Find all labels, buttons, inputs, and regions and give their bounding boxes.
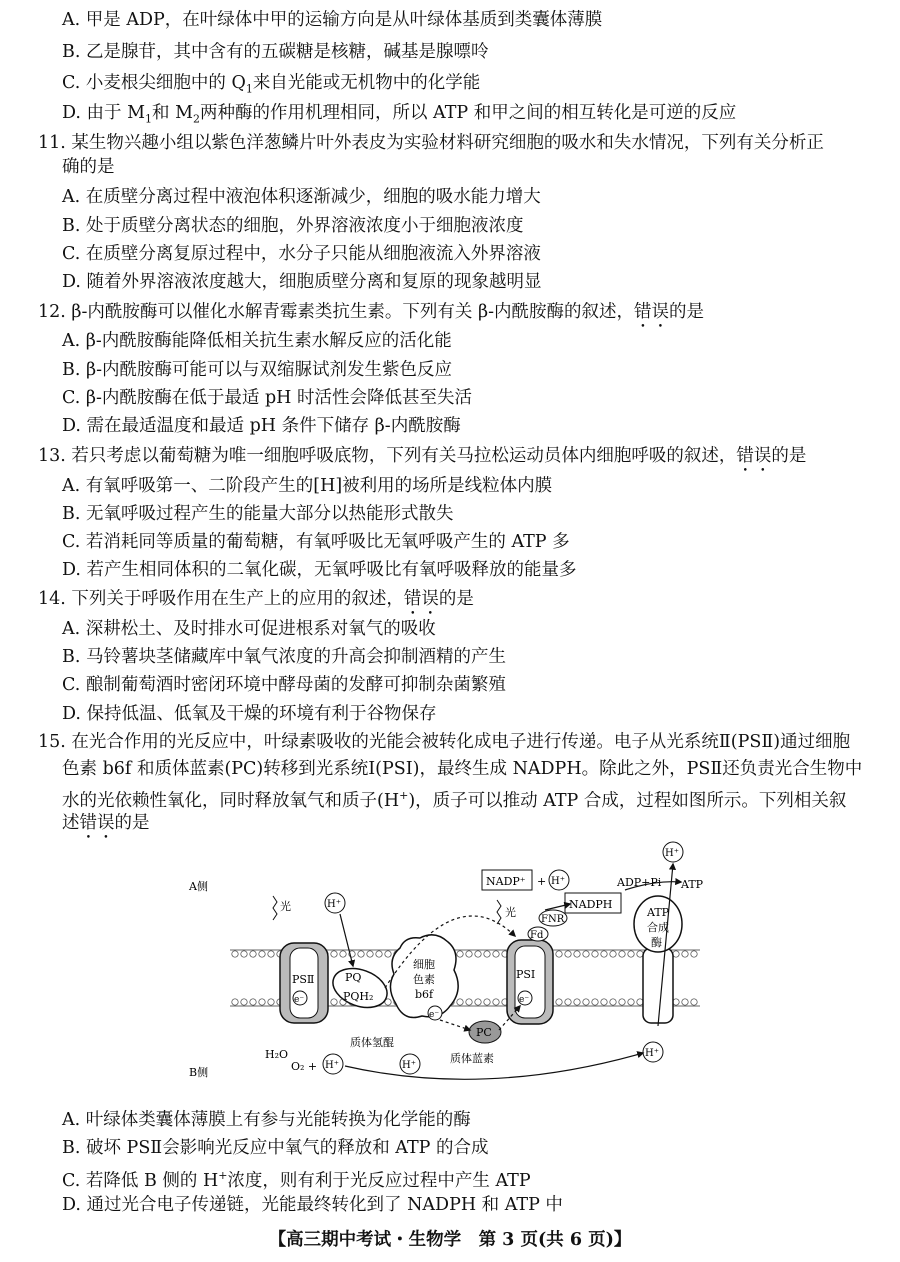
lipid-head (367, 951, 373, 957)
psii-complex (280, 943, 328, 1023)
pc-molecule (469, 1021, 501, 1043)
h-label-b3: H⁺ (645, 1048, 659, 1059)
lipid-head (619, 951, 625, 957)
q12-option-b: B. β-内酰胺酶可能可以与双缩脲试剂发生紫色反应 (62, 360, 453, 380)
q14-option-b: B. 马铃薯块茎储藏库中氧气浓度的升高会抑制酒精的产生 (62, 647, 506, 667)
lipid-head (259, 951, 265, 957)
q13-stem: 13. 若只考虑以葡萄糖为唯一细胞呼吸底物，下列有关马拉松运动员体内细胞呼吸的叙述，错误的是 (38, 446, 807, 466)
q15-stem-line2: 色素 b6f 和质体蓝素(PC)转移到光系统Ⅰ(PSⅠ)，最终生成 NADPH。除此之外，PSⅡ还负责光合生物中 (62, 759, 863, 779)
lipid-head (340, 951, 346, 957)
q10-option-d: D. 由于 $M_1$和 $M_2$两种酶的作用机理相同，所以 ATP 和甲之间的相互转化是可逆的反应 (62, 103, 737, 126)
lipid-head (682, 951, 688, 957)
q13-option-a: A. 有氧呼吸第一、二阶段产生的[H]被利用的场所是线粒体内膜 (62, 476, 553, 496)
q15-option-b: B. 破坏 PSⅡ会影响光反应中氧气的释放和 ATP 的合成 (62, 1138, 489, 1158)
cyt-label-2: 色素 (413, 973, 435, 986)
q11-option-a: A. 在质壁分离过程中液泡体积逐渐减少，细胞的吸水能力增大 (62, 187, 541, 207)
lipid-head (232, 951, 238, 957)
lipid-head (565, 951, 571, 957)
psii-electron: e⁻ (294, 995, 305, 1005)
psi-electron: e⁻ (519, 995, 530, 1005)
lipid-head (556, 951, 562, 957)
q10-option-c: C. 小麦根尖细胞中的 $Q_1$来自光能或无机物中的化学能 (62, 73, 481, 96)
q11-option-d: D. 随着外界溶液浓度越大，细胞质壁分离和复原的现象越明显 (62, 272, 542, 292)
lipid-head (331, 999, 337, 1005)
fd-label: Fd (530, 930, 544, 941)
synthase-label-1: ATP (647, 906, 670, 919)
h-label-b1: H⁺ (325, 1060, 339, 1071)
pc-label: PC (476, 1026, 492, 1039)
psi-label: PSⅠ (516, 968, 536, 981)
light-wave-1 (273, 896, 277, 920)
pq-label: PQ (345, 971, 362, 984)
h2o-label: H₂O (265, 1048, 289, 1061)
lipid-head (232, 999, 238, 1005)
lipid-head (241, 951, 247, 957)
lipid-head (574, 951, 580, 957)
lipid-head (457, 951, 463, 957)
psii-label: PSⅡ (292, 973, 315, 986)
plus-sign: + (537, 875, 547, 888)
lipid-head (484, 999, 490, 1005)
q15-option-c: C. 若降低 B 侧的 H+浓度，则有利于光反应过程中产生 ATP (62, 1169, 531, 1191)
side-b-label: B侧 (189, 1066, 209, 1079)
lipid-head (250, 999, 256, 1005)
lipid-head (691, 999, 697, 1005)
side-a-label: A侧 (189, 880, 208, 893)
h-label-b2: H⁺ (402, 1060, 416, 1071)
page-footer: 【高三期中考试・生物学 第 3 页(共 6 页)】 (268, 1230, 632, 1250)
lipid-head (610, 999, 616, 1005)
lipid-head (673, 951, 679, 957)
cyt-electron: e⁻ (429, 1010, 440, 1020)
photosynthesis-diagram (185, 838, 710, 1088)
pq-name-label: 质体氢醌 (350, 1036, 394, 1049)
q12-option-c: C. β-内酰胺酶在低于最适 pH 时活性会降低甚至失活 (62, 388, 473, 408)
lipid-head (484, 951, 490, 957)
q14-option-d: D. 保持低温、低氧及干燥的环境有利于谷物保存 (62, 704, 437, 724)
lipid-head (241, 999, 247, 1005)
lipid-head (628, 999, 634, 1005)
lipid-head (331, 951, 337, 957)
q11-stem: 11. 某生物兴趣小组以紫色洋葱鳞片叶外表皮为实验材料研究细胞的吸水和失水情况，下列有关分析正 (38, 133, 824, 153)
lipid-head (592, 951, 598, 957)
h-label-top: H⁺ (665, 848, 679, 859)
cytochrome-b6f (390, 935, 458, 1020)
lipid-head (619, 999, 625, 1005)
lipid-head (601, 951, 607, 957)
lipid-head (574, 999, 580, 1005)
light-label-1: 光 (280, 900, 291, 913)
lipid-head (259, 999, 265, 1005)
lipid-head (268, 951, 274, 957)
synthase-label-3: 酶 (651, 936, 662, 949)
q15-stem-line3: 水的光依赖性氧化，同时释放氧气和质子(H+)，质子可以推动 ATP 合成，过程如图所示。下列相关叙 (62, 789, 847, 811)
q12-stem: 12. β-内酰胺酶可以催化水解青霉素类抗生素。下列有关 β-内酰胺酶的叙述，错误的是 (38, 302, 705, 322)
q12-option-d: D. 需在最适温度和最适 pH 条件下储存 β-内酰胺酶 (62, 416, 461, 436)
pqh2-label: PQH₂ (343, 990, 374, 1003)
cyt-label-1: 细胞 (413, 958, 435, 971)
nadph-label: NADPH (569, 898, 613, 911)
q10-option-b: B. 乙是腺苷，其中含有的五碳糖是核糖，碱基是腺嘌呤 (62, 42, 489, 62)
light-wave-2 (497, 900, 501, 924)
q10-option-a: A. 甲是 ADP，在叶绿体中甲的运输方向是从叶绿体基质到类囊体薄膜 (62, 10, 603, 30)
lipid-head (691, 951, 697, 957)
q12-option-a: A. β-内酰胺酶能降低相关抗生素水解反应的活化能 (62, 331, 452, 351)
q13-option-d: D. 若产生相同体积的二氧化碳，无氧呼吸比有氧呼吸释放的能量多 (62, 560, 577, 580)
lipid-head (493, 999, 499, 1005)
lipid-head (556, 999, 562, 1005)
lipid-head (637, 999, 643, 1005)
fnr-label: FNR (541, 914, 565, 925)
q15-option-a: A. 叶绿体类囊体薄膜上有参与光能转换为化学能的酶 (62, 1110, 471, 1130)
q11-stem-cont: 确的是 (62, 157, 115, 177)
lipid-head (358, 951, 364, 957)
lipid-head (673, 999, 679, 1005)
q14-option-c: C. 酿制葡萄酒时密闭环境中酵母菌的发酵可抑制杂菌繁殖 (62, 675, 506, 695)
q15-option-d: D. 通过光合电子传递链，光能最终转化到了 NADPH 和 ATP 中 (62, 1195, 563, 1215)
atp-label: ATP (681, 878, 704, 891)
q13-option-c: C. 若消耗同等质量的葡萄糖，有氧呼吸比无氧呼吸产生的 ATP 多 (62, 532, 570, 552)
lipid-head (250, 951, 256, 957)
lipid-head (466, 999, 472, 1005)
lipid-head (385, 951, 391, 957)
q13-option-b: B. 无氧呼吸过程产生的能量大部分以热能形式散失 (62, 504, 454, 524)
lipid-head (475, 951, 481, 957)
lipid-head (475, 999, 481, 1005)
lipid-head (376, 951, 382, 957)
q15-stem-line1: 15. 在光合作用的光反应中，叶绿素吸收的光能会被转化成电子进行传递。电子从光系统Ⅱ(PSⅡ)通过细胞 (38, 732, 851, 752)
lipid-head (628, 951, 634, 957)
h-label-nadp: H⁺ (551, 876, 565, 887)
q14-option-a: A. 深耕松土、及时排水可促进根系对氧气的吸收 (62, 619, 436, 639)
lipid-head (682, 999, 688, 1005)
lipid-head (601, 999, 607, 1005)
psi-complex (507, 940, 553, 1024)
lipid-head (457, 999, 463, 1005)
synthase-label-2: 合成 (647, 921, 669, 934)
lipid-head (565, 999, 571, 1005)
q14-stem: 14. 下列关于呼吸作用在生产上的应用的叙述，错误的是 (38, 589, 474, 609)
o2-label: O₂ + (291, 1060, 318, 1073)
lipid-head (610, 951, 616, 957)
cyt-label-3: b6f (415, 988, 434, 1001)
light-label-2: 光 (505, 906, 516, 919)
lipid-head (637, 951, 643, 957)
lipid-head (592, 999, 598, 1005)
nadp-label: NADP⁺ (486, 875, 526, 888)
lipid-head (583, 999, 589, 1005)
pc-name-label: 质体蓝素 (450, 1052, 494, 1065)
q15-stem-line4: 述错误的是 (62, 813, 150, 833)
lipid-head (466, 951, 472, 957)
lipid-head (268, 999, 274, 1005)
q11-option-c: C. 在质壁分离复原过程中，水分子只能从细胞液流入外界溶液 (62, 244, 541, 264)
h-label-a: H⁺ (327, 899, 341, 910)
q11-option-b: B. 处于质壁分离状态的细胞，外界溶液浓度小于细胞液浓度 (62, 216, 524, 236)
lipid-head (493, 951, 499, 957)
adp-label: ADP+Pi (617, 876, 662, 889)
lipid-head (583, 951, 589, 957)
